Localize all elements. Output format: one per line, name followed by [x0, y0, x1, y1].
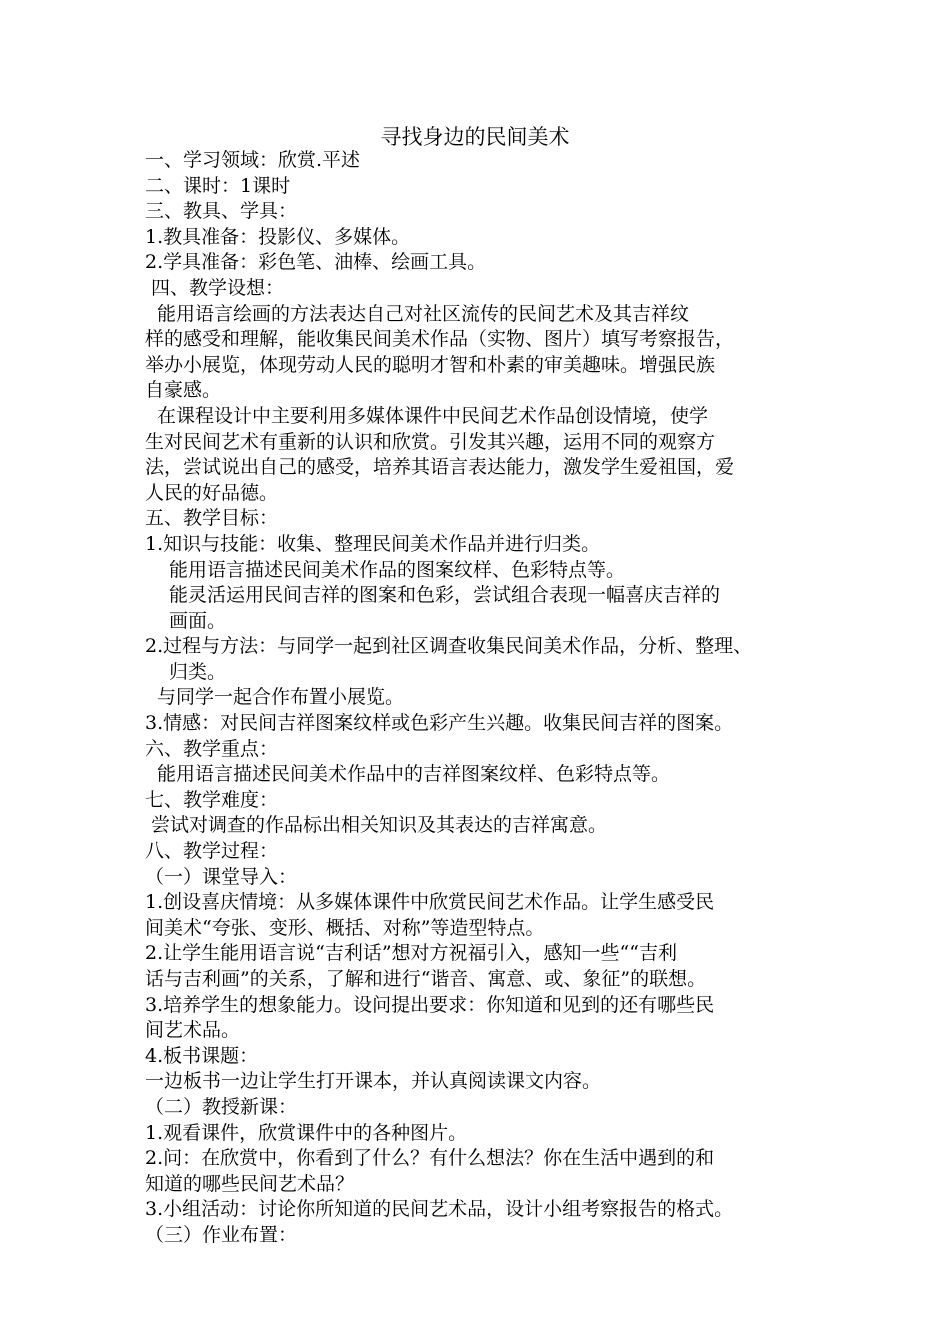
document-body	[145, 148, 825, 1249]
text-line: 人民的好品德。	[145, 481, 279, 504]
text-line: （三）作业布置：	[145, 1223, 298, 1246]
text-line: 3.小组活动：讨论你所知道的民间艺术品，设计小组考察报告的格式。	[145, 1198, 734, 1221]
text-line: 五、教学目标：	[145, 507, 279, 530]
text-line: 尝试对调查的作品标出相关知识及其表达的吉祥寓意。	[151, 814, 608, 837]
document-title: 寻找身边的民间美术	[380, 125, 570, 149]
text-line: 4.板书课题：	[145, 1044, 259, 1067]
text-line: 样的感受和理解，能收集民间美术作品（实物、图片）填写考察报告，	[145, 328, 735, 351]
text-line: 2.过程与方法：与同学一起到社区调查收集民间美术作品，分析、整理、	[145, 635, 753, 658]
text-line: 话与吉利画”的关系，了解和进行“谐音、寓意、或、象征”的联想。	[145, 968, 707, 990]
text-line: 法，尝试说出自己的感受，培养其语言表达能力，激发学生爱祖国，爱	[145, 456, 735, 479]
text-line: 归类。	[169, 660, 227, 683]
text-line: 3.培养学生的想象能力。设问提出要求：你知道和见到的还有哪些民	[145, 993, 715, 1016]
text-line: 知道的哪些民间艺术品？	[145, 1172, 355, 1195]
text-line: 1.创设喜庆情境：从多媒体课件中欣赏民间艺术作品。让学生感受民	[145, 891, 715, 914]
text-line: 能灵活运用民间吉祥的图案和色彩，尝试组合表现一幅喜庆吉祥的	[169, 584, 721, 607]
text-line: 一边板书一边让学生打开课本，并认真阅读课文内容。	[145, 1070, 602, 1093]
text-line: 2.让学生能用语言说“吉利话”想对方祝福引入，感知一些““吉利	[145, 942, 677, 965]
text-line: 七、教学难度：	[145, 788, 279, 811]
text-line: 画面。	[169, 609, 227, 632]
text-line: 2.学具准备：彩色笔、油棒、绘画工具。	[145, 251, 487, 274]
text-line: 能用语言绘画的方法表达自己对社区流传的民间艺术及其吉祥纹	[157, 302, 690, 325]
text-line: 与同学一起合作布置小展览。	[157, 686, 405, 709]
text-line: 八、教学过程：	[145, 840, 279, 863]
text-line: 1.知识与技能：收集、整理民间美术作品并进行归类。	[145, 532, 601, 555]
text-line: 能用语言描述民间美术作品中的吉祥图案纹样、色彩特点等。	[157, 763, 671, 786]
text-line: 1.教具准备：投影仪、多媒体。	[145, 225, 411, 248]
text-line: 在课程设计中主要利用多媒体课件中民间艺术作品创设情境，使学	[157, 404, 709, 427]
text-line: 能用语言描述民间美术作品的图案纹样、色彩特点等。	[169, 558, 626, 581]
text-line: 二、课时：1课时	[145, 174, 291, 197]
text-line: 六、教学重点：	[145, 737, 279, 760]
text-line: （一）课堂导入：	[145, 865, 298, 888]
text-line: 四、教学设想：	[151, 276, 285, 299]
text-line: 一、学习领域：欣赏.平述	[145, 149, 361, 171]
text-line: 2.问：在欣赏中，你看到了什么？有什么想法？你在生活中遇到的和	[145, 1147, 715, 1170]
text-line: 3.情感：对民间吉祥图案纹样或色彩产生兴趣。收集民间吉祥的图案。	[145, 712, 734, 735]
text-line: 举办小展览，体现劳动人民的聪明才智和朴素的审美趣味。增强民族	[145, 353, 716, 376]
text-line: 间艺术品。	[145, 1019, 241, 1042]
text-line: 自豪感。	[145, 379, 222, 402]
text-line: 生对民间艺术有重新的认识和欣赏。引发其兴趣，运用不同的观察方	[145, 430, 716, 453]
text-line: 1.观看课件，欣赏课件中的各种图片。	[145, 1121, 468, 1144]
text-line: 间美术“夸张、变形、概括、对称”等造型特点。	[145, 916, 545, 939]
text-line: 三、教具、学具：	[145, 200, 298, 223]
text-line: （二）教授新课：	[145, 1095, 298, 1118]
